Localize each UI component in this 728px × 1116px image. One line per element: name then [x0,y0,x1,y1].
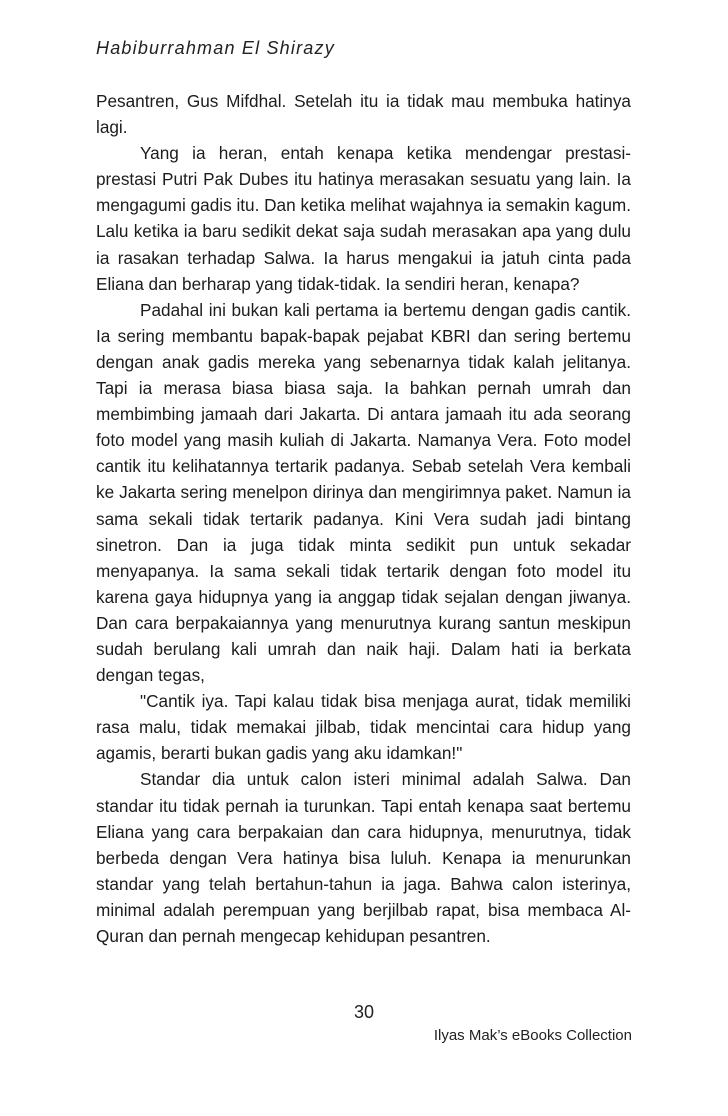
paragraph: Standar dia untuk calon isteri minimal adalah Salwa. Dan standar itu tidak pernah ia turunkan. Tapi entah kenapa saat bertemu Eliana yang cara berpakaian dan cara hidupnya, menurutnya, tidak berbeda dengan Vera hatinya bisa luluh. Kenapa ia menurunkan standar yang telah bertahun-tahun ia jaga. Bahwa calon isterinya, minimal adalah perempuan yang berjilbab rapat, bisa membaca Al-Quran dan pernah mengecap kehidupan pesantren. [96,769,631,946]
paragraph: Yang ia heran, entah kenapa ketika mendengar prestasi-prestasi Putri Pak Dubes itu hatinya merasakan sesuatu yang lain. Ia mengagumi gadis itu. Dan ketika melihat wajahnya ia semakin kagum. Lalu ketika ia baru sedikit dekat saja sudah merasakan apa yang dulu ia rasakan terhadap Salwa. Ia harus mengakui ia jatuh cinta pada Eliana dan berharap yang tidak-tidak. Ia sendiri heran, kenapa? [96,143,631,294]
paragraph: Padahal ini bukan kali pertama ia bertemu dengan gadis cantik. Ia sering membantu bapak-bapak pejabat KBRI dan sering bertemu dengan anak gadis mereka yang sebenarnya tidak kalah jelitanya. Tapi ia merasa biasa biasa saja. Ia bahkan pernah umrah dan membimbing jamaah dari Jakarta. Di antara jamaah itu ada seorang foto model yang masih kuliah di Jakarta. Namanya Vera. Foto model cantik itu kelihatannya tertarik padanya. Sebab setelah Vera kembali ke Jakarta sering menelpon dirinya dan mengirimnya paket. Namun ia sama sekali tidak tertarik padanya. Kini Vera sudah jadi bintang sinetron. Dan ia juga tidak minta sedikit pun untuk sekadar menyapanya. Ia sama sekali tidak tertarik dengan foto model itu karena gaya hidupnya yang ia anggap tidak sejalan dengan jiwanya. Dan cara berpakaiannya yang menurutnya kurang santun meskipun sudah berulang kali umrah dan naik haji. Dalam hati ia berkata dengan tegas, [96,299,631,686]
page-number: 30 [353,1002,375,1022]
running-header-author: Habiburrahman El Shirazy [96,38,335,58]
body-text [96,88,631,949]
paragraph-quote: "Cantik iya. Tapi kalau tidak bisa menjaga aurat, tidak memiliki rasa malu, tidak memakai jilbab, tidak mencintai cara hidup yang agamis, berarti bukan gadis yang aku idamkan!" [96,691,631,764]
paragraph-continuation: Pesantren, Gus Mifdhal. Setelah itu ia tidak mau membuka hatinya lagi. [96,91,631,138]
footer-credit: Ilyas Mak’s eBooks Collection [433,1027,632,1044]
